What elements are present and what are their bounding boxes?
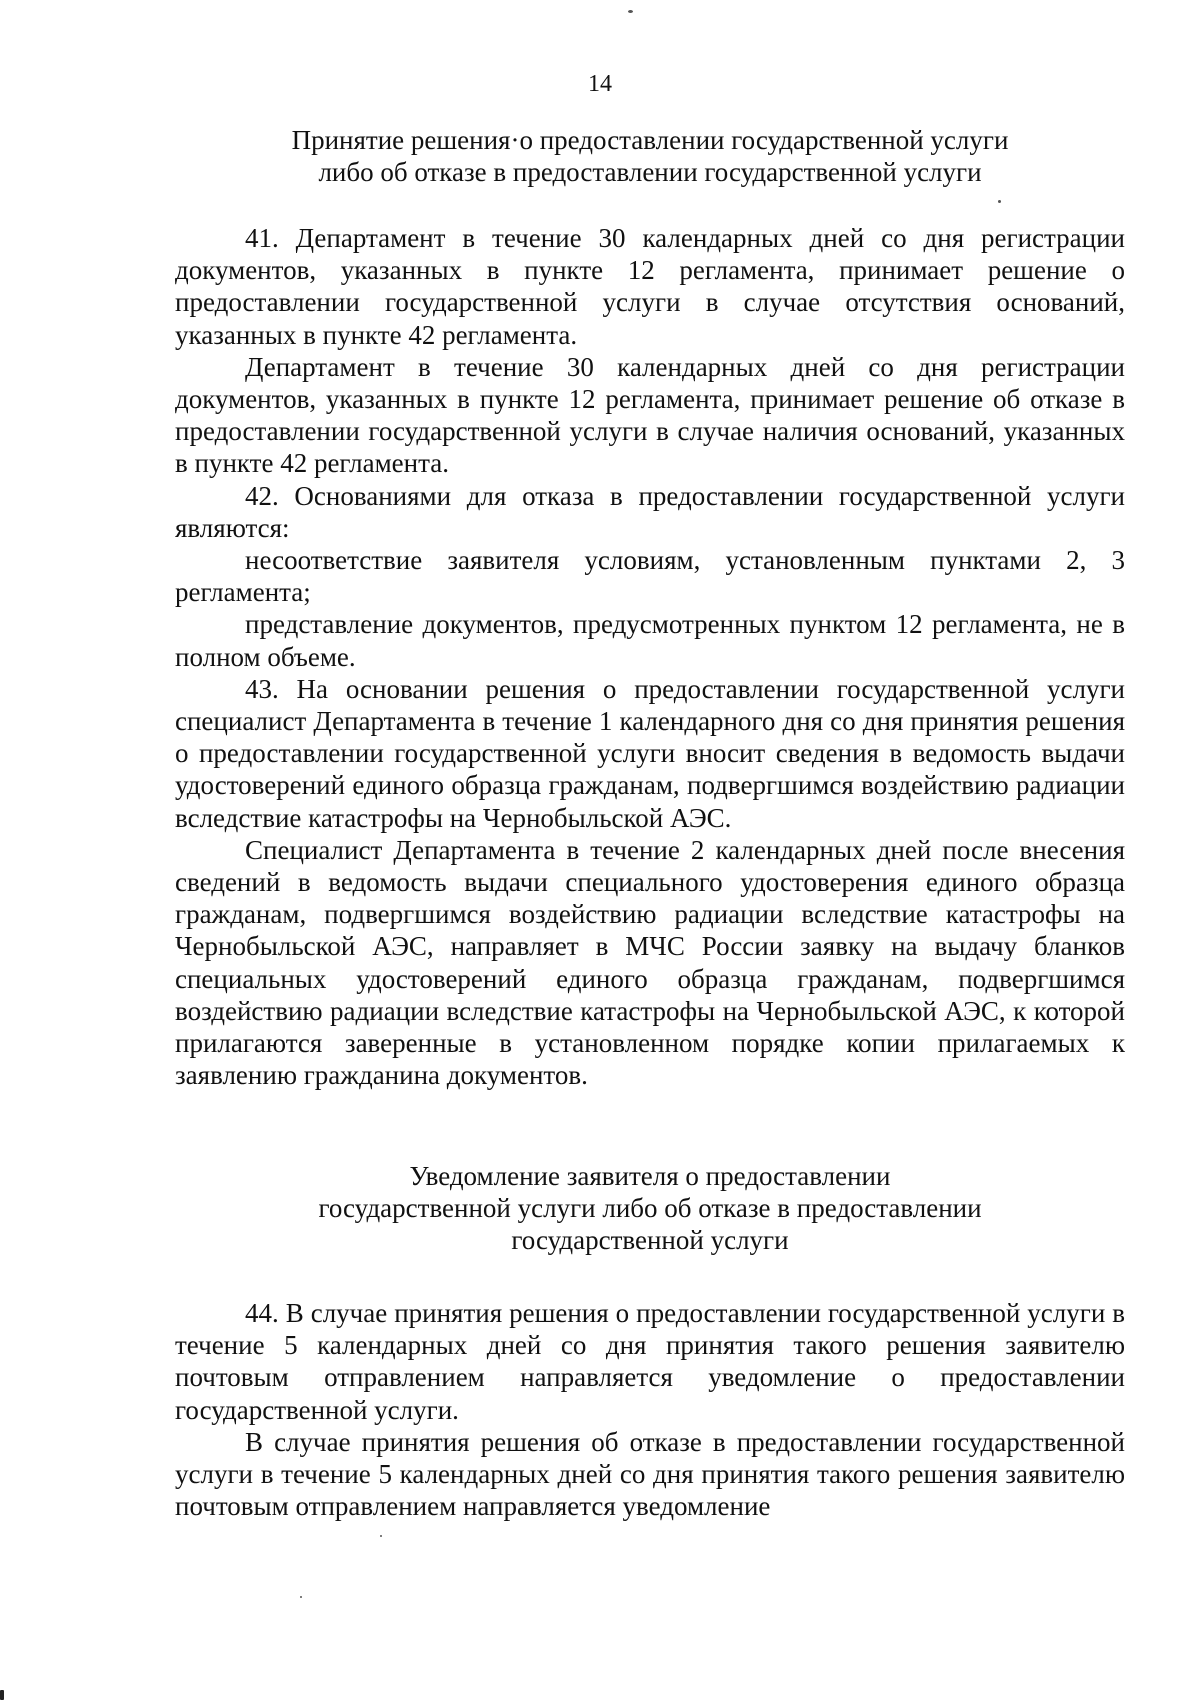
scan-speck <box>0 1690 4 1700</box>
section-heading-line: либо об отказе в предоставлении государственной услуги <box>318 157 982 187</box>
paragraph-42: 42. Основаниями для отказа в предоставлении государственной услуги являются: <box>175 480 1125 543</box>
paragraph-43-specialist: Специалист Департамента в течение 2 календарных дней после внесения сведений в ведомость выдачи специального удостоверения единого образца гражданам, подвергшимся воздействию радиации вследствие катастрофы на Чернобыльской АЭС, направляет в МЧС России заявку на выдачу бланков специальных удостоверений единого образца гражданам, подвергшимся воздействию радиации вследствие катастрофы на Чернобыльской АЭС, к которой прилагаются заверенные в установленном порядке копии прилагаемых к заявлению гражданина документов. <box>175 834 1125 1091</box>
section-heading-decision <box>160 124 1140 188</box>
paragraph-44: 44. В случае принятия решения о предоставлении государственной услуги в течение 5 календарных дней со дня принятия такого решения заявителю почтовым отправлением направляется уведомление о предоставлении государственной услуги. <box>175 1298 1125 1425</box>
section-heading-line: Принятие решения·о предоставлении государственной услуги <box>291 125 1009 155</box>
section-heading-line: Уведомление заявителя о предоставлении <box>409 1161 891 1191</box>
page-number: 14 <box>588 71 612 97</box>
paragraph-42-item-1: несоответствие заявителя условиям, установленным пунктами 2, 3 регламента; <box>175 545 1125 608</box>
section-heading-line: государственной услуги либо об отказе в предоставлении <box>318 1193 982 1223</box>
section-body-decision <box>175 222 1125 1091</box>
section-body-notification <box>175 1297 1125 1522</box>
section-heading-notification <box>160 1160 1140 1256</box>
section-heading-line: государственной услуги <box>511 1225 789 1255</box>
scan-speck <box>998 200 1001 203</box>
paragraph-41: 41. Департамент в течение 30 календарных дней со дня регистрации документов, указанных в пункте 12 регламента, принимает решение о предоставлении государственной услуги в случае отсутствия оснований, указанных в пункте 42 регламента. <box>175 223 1125 350</box>
scan-speck <box>628 10 633 13</box>
paragraph-41-refusal: Департамент в течение 30 календарных дней со дня регистрации документов, указанных в пункте 12 регламента, принимает решение об отказе в предоставлении государственной услуги в случае наличия оснований, указанных в пункте 42 регламента. <box>175 351 1125 479</box>
scan-speck <box>300 1596 302 1598</box>
paragraph-44-refusal: В случае принятия решения об отказе в предоставлении государственной услуги в течение 5 календарных дней со дня принятия такого решения заявителю почтовым отправлением направляется уведомление <box>175 1426 1125 1522</box>
paragraph-43: 43. На основании решения о предоставлении государственной услуги специалист Департамента в течение 1 календарного дня со дня принятия решения о предоставлении государственной услуги вносит сведения в ведомость выдачи удостоверений единого образца гражданам, подвергшимся воздействию радиации вследствие катастрофы на Чернобыльской АЭС. <box>175 673 1125 833</box>
paragraph-42-item-2: представление документов, предусмотренных пунктом 12 регламента, не в полном объеме. <box>175 609 1125 672</box>
scan-speck <box>380 1535 382 1537</box>
